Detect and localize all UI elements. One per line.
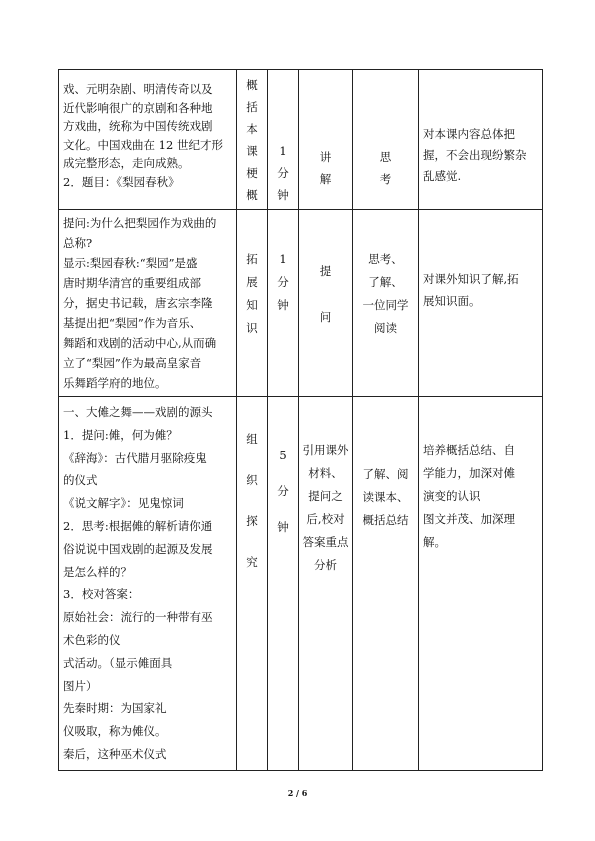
time-char: 分 <box>277 484 289 498</box>
content-text <box>59 397 236 768</box>
content-line: 2．思考:根据傩的解析请你通 <box>63 518 213 533</box>
teacher-line: 材料、 <box>308 466 343 480</box>
content-line: 唐时期华清宫的重要组成部 <box>63 276 201 290</box>
table-row <box>59 397 543 771</box>
goal-line: 培养概括总结、自 <box>423 443 515 457</box>
content-line: 原始社会：流行的一种带有巫 <box>63 610 213 625</box>
time-cell <box>268 397 299 771</box>
content-line: 式活动。（显示傩面具 <box>63 655 173 670</box>
time-char: 钟 <box>277 298 289 312</box>
stage-cell <box>237 210 268 397</box>
stage-text <box>237 210 267 340</box>
goal-line: 握，不会出现纷繁杂 <box>423 148 527 162</box>
time-char: 1 <box>279 144 287 158</box>
content-line: 显示:梨园春秋:“梨园”是盛 <box>63 256 198 270</box>
teacher-line: 提 <box>319 264 332 278</box>
content-text <box>59 210 236 395</box>
content-line: 乐舞蹈学府的地位。 <box>63 376 167 390</box>
content-line: 提问:为什么把梨园作为戏曲的 <box>63 216 217 230</box>
content-line: 一、大傩之舞——戏剧的源头 <box>63 405 213 419</box>
stage-char: 概 <box>246 78 258 92</box>
content-line: 戏、元明杂剧、明清传奇以及 <box>63 82 213 96</box>
content-line: 立了“梨园”作为最高皇家音 <box>63 356 202 370</box>
student-activity-text <box>353 70 418 190</box>
content-line: 的仪式 <box>63 473 98 488</box>
page-number: 2 / 6 <box>287 788 308 798</box>
content-line: 舞蹈和戏剧的活动中心,从而确 <box>63 336 217 350</box>
stage-char: 探 <box>246 514 258 528</box>
student-line: 读课本、 <box>362 490 409 504</box>
stage-char: 知 <box>246 298 258 312</box>
content-line: 俗说说中国戏剧的起源及发展 <box>63 541 213 556</box>
time-text <box>268 210 298 317</box>
stage-char: 课 <box>246 144 258 158</box>
student-line: 阅读 <box>374 321 397 335</box>
time-text <box>268 397 298 545</box>
student-activity-text <box>353 397 418 532</box>
teacher-activity-text <box>299 70 352 190</box>
content-line: 秦后，这种巫术仪式 <box>63 746 167 761</box>
teacher-line: 分析 <box>314 558 337 572</box>
student-line: 考 <box>379 172 392 186</box>
teacher-activity-text <box>299 210 352 340</box>
student-line: 了解、 <box>368 275 403 289</box>
content-line: 1．提问:傩，何为傩？ <box>63 427 178 442</box>
content-line: 近代影响很广的京剧和各种地 <box>63 100 213 115</box>
student-line: 思 <box>379 150 392 164</box>
goal-text <box>419 70 542 187</box>
teacher-line: 解 <box>319 172 332 186</box>
time-text <box>268 70 298 206</box>
time-char: 钟 <box>277 188 289 202</box>
table-row <box>59 210 543 397</box>
teacher-line: 答案重点 <box>302 535 349 549</box>
student-activity-cell <box>353 397 419 771</box>
goal-cell <box>419 397 543 771</box>
teacher-activity-text <box>299 397 352 577</box>
content-text <box>59 70 236 194</box>
student-line: 了解、阅 <box>362 467 409 481</box>
goal-line: 演变的认识 <box>423 489 481 503</box>
lesson-plan-table <box>58 69 543 771</box>
teacher-activity-cell <box>299 397 353 771</box>
content-line: 是怎么样的？ <box>63 564 132 579</box>
teacher-line: 引用课外 <box>302 443 349 457</box>
content-cell <box>59 70 237 210</box>
teacher-line: 后,校对 <box>306 512 345 526</box>
stage-char: 展 <box>246 275 258 289</box>
content-line: 3．校对答案： <box>63 587 140 602</box>
time-char: 分 <box>277 166 289 180</box>
table-row <box>59 70 543 210</box>
content-line: 图片） <box>63 678 98 693</box>
goal-line: 展知识面。 <box>423 294 481 308</box>
content-line: 《说文解字》：见鬼惊词 <box>63 496 184 511</box>
content-line: 先秦时期：为国家礼 <box>63 701 167 716</box>
stage-text <box>237 397 267 583</box>
teacher-line: 问 <box>319 310 332 324</box>
content-cell <box>59 397 237 771</box>
goal-line: 对本课内容总体把 <box>423 127 515 141</box>
stage-text <box>237 70 267 206</box>
teacher-activity-cell <box>299 210 353 397</box>
goal-line: 解。 <box>423 535 446 549</box>
content-line: 2．题目：《梨园春秋》 <box>63 174 180 189</box>
stage-char: 括 <box>246 100 258 114</box>
student-activity-text <box>353 210 418 340</box>
stage-char: 梗 <box>246 166 258 180</box>
content-line: 总称? <box>63 236 93 250</box>
content-line: 基提出把“梨园”作为音乐、 <box>63 316 202 330</box>
time-char: 5 <box>279 448 287 462</box>
goal-text <box>419 397 542 554</box>
lesson-plan-body <box>59 70 543 771</box>
content-cell <box>59 210 237 397</box>
content-line: 仪吸取，称为傩仪。 <box>63 724 167 739</box>
goal-line: 乱感觉. <box>423 169 462 183</box>
content-line: 《辞海》：古代腊月驱除疫鬼 <box>63 450 207 465</box>
time-char: 1 <box>279 252 287 266</box>
stage-char: 本 <box>246 122 258 136</box>
student-line: 一位同学 <box>362 298 409 312</box>
teacher-activity-cell <box>299 70 353 210</box>
time-char: 钟 <box>277 520 289 534</box>
goal-text <box>419 210 542 312</box>
student-line: 思考、 <box>368 252 403 266</box>
content-line: 术色彩的仪 <box>63 632 121 647</box>
content-line: 文化。中国戏曲在 12 世纪才形 <box>63 137 223 152</box>
stage-char: 织 <box>246 473 258 487</box>
student-activity-cell <box>353 210 419 397</box>
stage-char: 识 <box>246 321 258 335</box>
goal-cell <box>419 70 543 210</box>
stage-char: 概 <box>246 188 258 202</box>
time-cell <box>268 70 299 210</box>
student-activity-cell <box>353 70 419 210</box>
time-cell <box>268 210 299 397</box>
time-char: 分 <box>277 275 289 289</box>
goal-line: 图文并茂、加深理 <box>423 512 515 526</box>
content-line: 分，据史书记载，唐玄宗李隆 <box>63 296 213 310</box>
content-line: 方戏曲，统称为中国传统戏剧 <box>63 119 213 134</box>
goal-line: 学能力，加深对傩 <box>423 466 515 480</box>
goal-line: 对课外知识了解,拓 <box>423 272 519 286</box>
teacher-line: 讲 <box>319 150 332 164</box>
stage-char: 拓 <box>246 252 258 266</box>
teacher-line: 提问之 <box>308 489 343 503</box>
stage-cell <box>237 397 268 771</box>
student-line: 概括总结 <box>362 513 409 527</box>
content-line: 成完整形态，走向成熟。 <box>63 156 190 171</box>
goal-cell <box>419 210 543 397</box>
stage-cell <box>237 70 268 210</box>
stage-char: 组 <box>246 432 258 446</box>
stage-char: 究 <box>246 555 258 569</box>
